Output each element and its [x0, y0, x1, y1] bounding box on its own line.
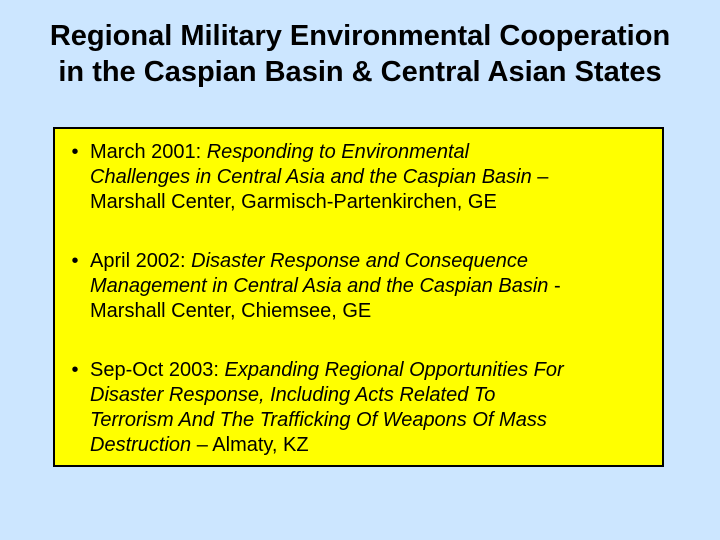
- bullet-text: [90, 140, 660, 215]
- bullet-line-suffix: –: [531, 166, 549, 188]
- bullet-line: [90, 358, 660, 383]
- bullet-line-italic: Management in Central Asia and the Caspian Basin: [90, 275, 549, 297]
- bullet-text: [90, 249, 660, 324]
- bullet-line-suffix: – Almaty, KZ: [191, 434, 309, 456]
- bullet-marker: •: [71, 250, 79, 272]
- bullet-line-plain: March 2001:: [90, 141, 207, 163]
- bullet-marker: •: [71, 141, 79, 163]
- bullet-item-march-2001: [60, 140, 660, 215]
- title-line-1: Regional Military Environmental Cooperation: [49, 20, 671, 52]
- bullet-marker: •: [71, 359, 79, 381]
- bullet-line: [90, 249, 660, 274]
- bullet-line: [90, 408, 660, 433]
- bullet-line: [90, 140, 660, 165]
- bullet-line-italic: Responding to Environmental: [206, 141, 470, 163]
- slide-title: [0, 18, 720, 90]
- bullet-line: [90, 190, 660, 215]
- bullet-line-plain: Marshall Center, Chiemsee, GE: [90, 300, 372, 322]
- bullet-line-italic: Disaster Response and Consequence: [191, 250, 529, 272]
- bullet-item-sep-oct-2003: [60, 358, 660, 458]
- bullet-line-italic: Expanding Regional Opportunities For: [224, 359, 564, 381]
- bullet-line-italic: Terrorism And The Trafficking Of Weapons Of Mass: [90, 409, 547, 431]
- bullet-line: [90, 165, 660, 190]
- bullet-box: [53, 127, 664, 467]
- bullet-line-suffix: -: [548, 275, 561, 297]
- bullet-line-plain: Sep-Oct 2003:: [90, 359, 225, 381]
- bullet-item-april-2002: [60, 249, 660, 324]
- bullet-line: [90, 433, 660, 458]
- bullet-line-plain: April 2002:: [90, 250, 192, 272]
- bullet-line-plain: Marshall Center, Garmisch-Partenkirchen, GE: [90, 191, 497, 213]
- bullet-line-italic: Destruction: [90, 434, 192, 456]
- bullet-line-italic: Challenges in Central Asia and the Caspian Basin: [90, 166, 532, 188]
- title-line-2: in the Caspian Basin & Central Asian States: [58, 56, 662, 88]
- bullet-text: [90, 358, 660, 458]
- bullet-line: [90, 274, 660, 299]
- bullet-line-italic: Disaster Response, Including Acts Related To: [90, 384, 496, 406]
- bullet-line: [90, 299, 660, 324]
- bullet-line: [90, 383, 660, 408]
